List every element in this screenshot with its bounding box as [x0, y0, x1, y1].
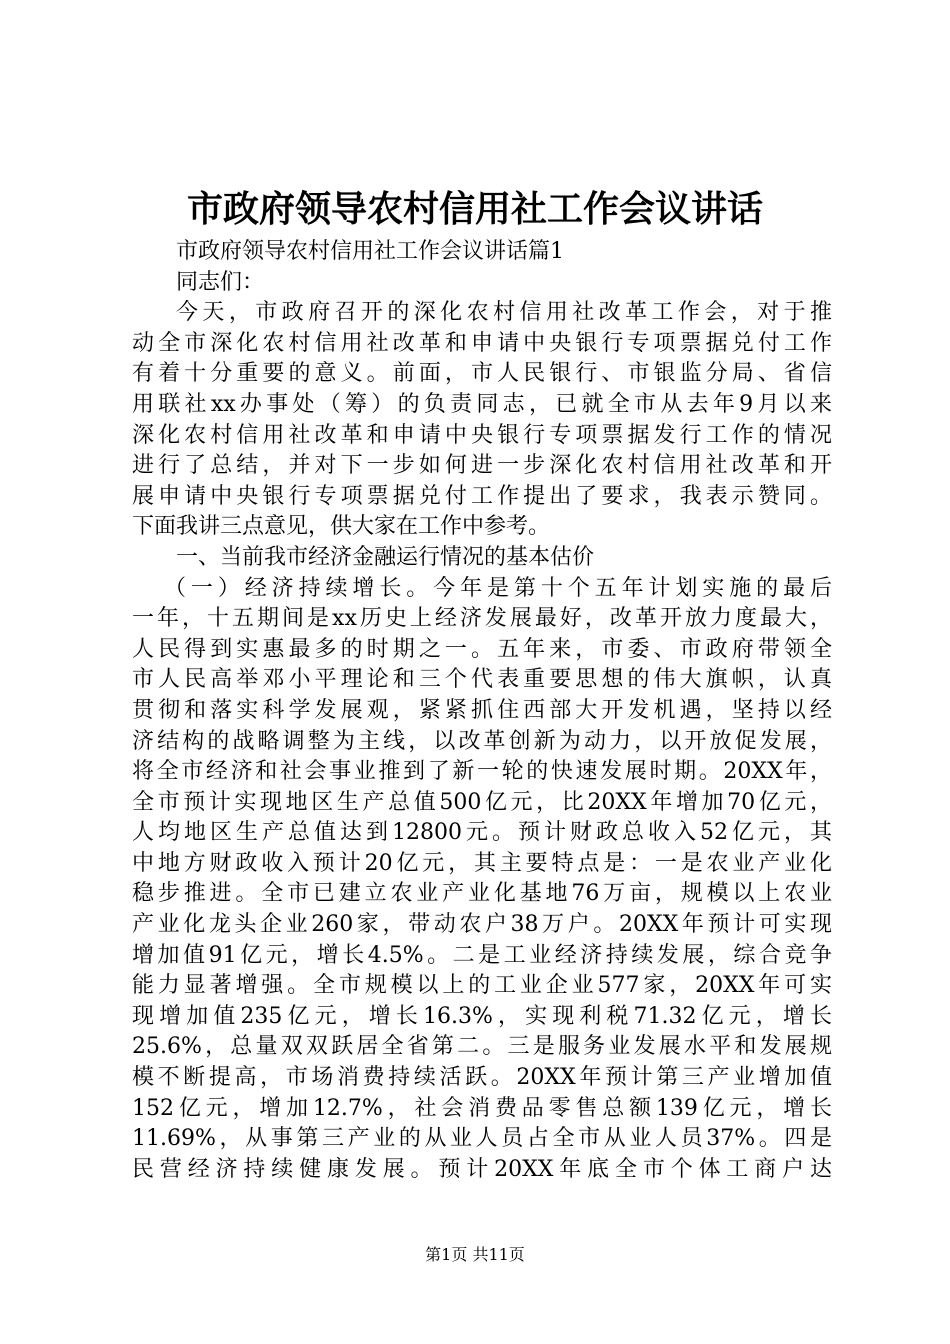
document-body [132, 237, 832, 1185]
text-line: 全市预计实现地区生产总值500亿元，比20XX年增加70亿元， [132, 789, 832, 815]
text-line: 增加值91亿元，增长4.5%。二是工业经济持续发展，综合竞争 [132, 942, 832, 968]
text-line: 市人民高举邓小平理论和三个代表重要思想的伟大旗帜，认真 [132, 667, 832, 693]
text-line: 今天，市政府召开的深化农村信用社改革工作会，对于推 [176, 300, 832, 326]
text-line: 中地方财政收入预计20亿元，其主要特点是：一是农业产业化 [132, 850, 832, 876]
text-line: 贯彻和落实科学发展观，紧紧抓住西部大开发机遇，坚持以经 [132, 697, 832, 723]
text-line: 稳步推进。全市已建立农业产业化基地76万亩，规模以上农业 [132, 881, 832, 907]
text-line: 下面我讲三点意见，供大家在工作中参考。 [132, 514, 551, 540]
text-line: 产业化龙头企业260家，带动农户38万户。20XX年预计可实现 [132, 912, 832, 938]
section-heading: 一、当前我市经济金融运行情况的基本估价 [176, 544, 595, 570]
text-line: 11.69%，从事第三产业的从业人员占全市从业人员37%。四是 [132, 1126, 832, 1152]
text-line: 进行了总结，并对下一步如何进一步深化农村信用社改革和开 [132, 453, 832, 479]
text-line: 152亿元，增加12.7%，社会消费品零售总额139亿元，增长 [132, 1095, 832, 1121]
text-line: 民营经济持续健康发展。预计20XX年底全市个体工商户达 [132, 1156, 832, 1182]
text-line: 济结构的战略调整为主线，以改革创新为动力，以开放促发展， [132, 728, 832, 754]
text-line: 将全市经济和社会事业推到了新一轮的快速发展时期。20XX年， [132, 759, 832, 785]
page-indicator: 第1页 共11页 [425, 1245, 525, 1264]
document-title: 市政府领导农村信用社工作会议讲话 [186, 188, 763, 230]
text-line: 深化农村信用社改革和申请中央银行专项票据发行工作的情况 [132, 422, 832, 448]
text-line: 展申请中央银行专项票据兑付工作提出了要求，我表示赞同。 [132, 483, 832, 509]
text-line: 人民得到实惠最多的时期之一。五年来，市委、市政府带领全 [132, 636, 832, 662]
text-line: 用联社xx办事处（筹）的负责同志，已就全市从去年9月以来 [132, 391, 832, 417]
text-line: 有着十分重要的意义。前面，市人民银行、市银监分局、省信 [132, 361, 832, 387]
text-line: 人均地区生产总值达到12800元。预计财政总收入52亿元，其 [132, 820, 832, 846]
text-line: 现增加值235亿元，增长16.3%，实现利税71.32亿元，增长 [132, 1003, 832, 1029]
text-line: 一年，十五期间是xx历史上经济发展最好，改革开放力度最大， [132, 606, 832, 632]
text-line: 模不断提高，市场消费持续活跃。20XX年预计第三产业增加值 [132, 1065, 832, 1091]
page-footer [0, 1244, 950, 1266]
text-line: 能力显著增强。全市规模以上的工业企业577家，20XX年可实 [132, 973, 832, 999]
text-line: 25.6%，总量双双跃居全省第二。三是服务业发展水平和发展规 [132, 1034, 832, 1060]
text-line: 动全市深化农村信用社改革和申请中央银行专项票据兑付工作 [132, 330, 832, 356]
salutation-line: 同志们： [176, 269, 265, 295]
subtitle-line: 市政府领导农村信用社工作会议讲话篇1 [176, 239, 564, 264]
text-line: （一）经济持续增长。今年是第十个五年计划实施的最后 [164, 575, 832, 601]
